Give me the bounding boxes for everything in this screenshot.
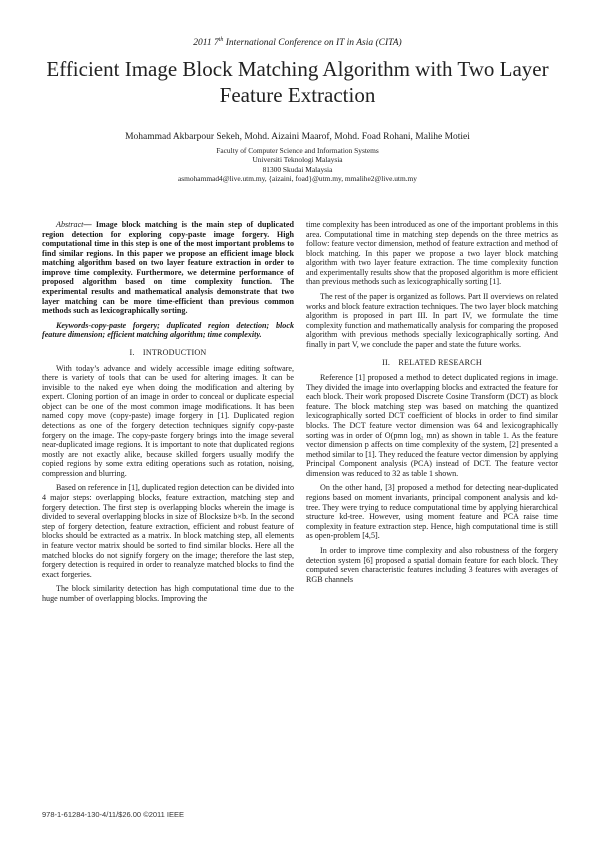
paragraph: Based on reference in [1], duplicated region detection can be divided into 4 major steps: overlapping blocks, feature extraction, matching step and forgery detection. The first step is overlapping blocks wherein the image is divided to several overlapping blocks in size of Blocksize b×b. In the second step of forgery detection, feature extraction, efficient and robust feature of blocks should be extracted as a matrix. In block matching step, all elements in feature vector matrix should be sorted to find similar blocks. Here all the matched blocks do not signify forgery on the image; therefore the last step, forgery detection is required in order to reanalyze matched blocks to find the exact forgeries. (42, 483, 294, 579)
paragraph: With today’s advance and widely accessible image editing software, there is variety of tools that can be used for altering images. It can be invisible to the naked eye when doing the modification and altering by expert. Cloning portion of an image in order to conceal or duplicate especial object can be one of the most common image modifications. It has been named copy move (copy-paste) image forgery in [1]. Duplicated region detections as one of the forgery detection techniques signify copy-paste forgery on the image. The copy-paste forgery brings into the image several near-duplicated image regions. It is important to note that duplicated regions mostly are not exactly alike, because skilled forgers usually modify the copied regions by some extra editing operations such as rotation, noising, compression and blurring. (42, 363, 294, 478)
section-heading-introduction: I. INTRODUCTION (129, 347, 207, 357)
section-heading-related-research: II. RELATED RESEARCH (382, 357, 482, 367)
left-column (42, 220, 294, 608)
copyright-footer: 978-1-61284-130-4/11/$26.00 ©2011 IEEE (42, 810, 185, 819)
conference-header: 2011 7th International Conference on IT in Asia (CITA) (193, 37, 402, 49)
paragraph: On the other hand, [3] proposed a method for detecting near-duplicated regions based on moment invariants, principal component analysis and kd-tree. They were trying to reduce computational time by applying hierarchical structure kd-tree. However, using moment feature and PCA raise time complexity in feature extraction step. Hence, high computational time is still as open-problem [4,5]. (306, 483, 558, 541)
keywords: Keywords-copy-paste forgery; duplicated region detection; block feature dimension; efficient matching algorithm; time complexity. (42, 320, 294, 340)
paragraph: The rest of the paper is organized as follows. Part II overviews on related works and block feature extraction techniques. The two layer block matching algorithm is proposed in part III. In part IV, we formulate the time complexity function and mathematically analysis for comparing the proposed algorithm with previous methods specially lexicographically sorting. And finally in part V, we conclude the paper and state the future works. (306, 292, 558, 349)
paragraph: time complexity has been introduced as one of the important problems in this area. Computational time in matching step depends on the three metrics as follow: feature vector dimension, method of feature extraction and method of block matching. In this paper we propose a two layer block matching algorithm with two layer feature extraction. The time complexity function and experimentally results show that the proposed algorithm is more efficient than previous methods such as lexicographically sorting [1]. (306, 220, 558, 287)
author-list: Mohammad Akbarpour Sekeh, Mohd. Aizaini Maarof, Mohd. Foad Rohani, Malihe Motiei (125, 132, 470, 142)
right-column (306, 220, 558, 589)
affiliation-faculty: Faculty of Computer Science and Information Systems (216, 146, 379, 155)
affiliation-emails: asmohammad4@live.utm.my, {aizaini, foad}@utm.my, mmalihe2@live.utm.my (178, 174, 417, 184)
paper-title: Efficient Image Block Matching Algorithm with Two Layer Feature Extraction (46, 57, 549, 107)
paragraph: The block similarity detection has high computational time due to the huge number of overlapping blocks. Improving the (42, 584, 294, 603)
affiliation-block (0, 146, 595, 184)
affiliation-address: 81300 Skudai Malaysia (262, 164, 333, 174)
paragraph: In order to improve time complexity and also robustness of the forgery detection system [6] proposed a spatial domain feature for each block. They computed seven characteristic features including 3 features with averages of RGB channels (306, 545, 558, 584)
affiliation-university: Universiti Teknologi Malaysia (252, 155, 343, 165)
paragraph: Reference [1] proposed a method to detect duplicated regions in image. They divided the image into overlapping blocks and extracted the feature for each block. Their work proposed Discrete Cosine Transform (DCT) as block feature. The block matching step was based on matching the quantized lexicographically sorted DCT coefficient of blocks in order to find similar blocks. The DCT feature vector dimension was 64 and lexicographically sorting was in order of O(pmn log₂ mn) as shown in table 1. As the feature vector dimension p affects on time complexity of the system, [2] presented a method similar to [1]. They reduced the feature vector dimension by applying Principal Component analysis (PCA) instead of DCT. The feature vector dimension was reduced to 32 as table 1 shown. (306, 373, 558, 478)
abstract: Abstract— Image block matching is the main step of duplicated region detection for exploring copy-paste image forgery. High computational time in this step is one of the most important problems to find similar regions. In this paper we propose an efficient image block matching algorithm based on two layer feature extraction in order to improve time complexity. Furthermore, we determine performance of proposed algorithm based on time complexity function. The experimental results and mathematical analysis demonstrate that two layer matching can be more time-efficient than previous common methods such as lexicographically sorting. (42, 220, 294, 316)
